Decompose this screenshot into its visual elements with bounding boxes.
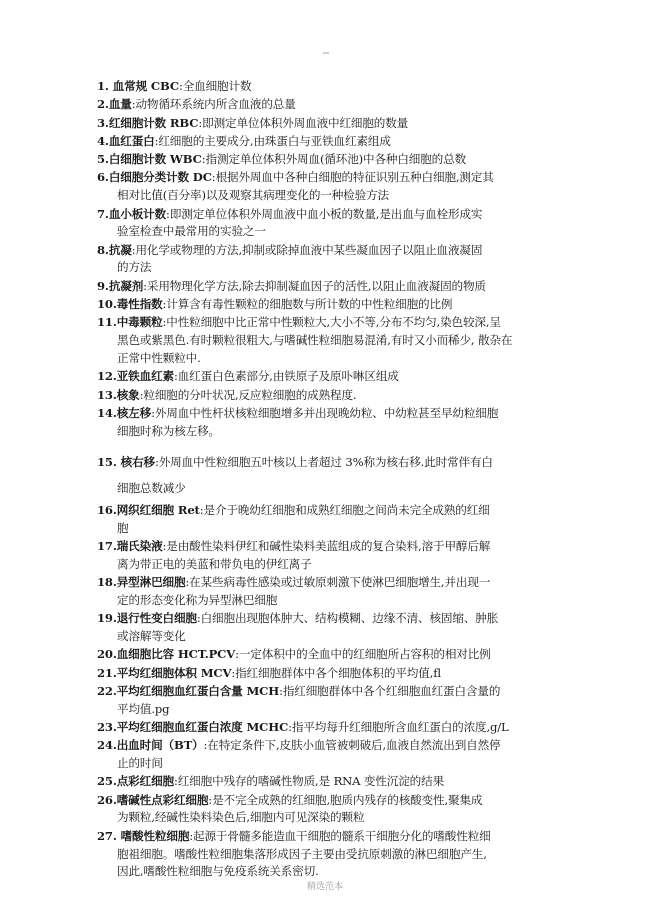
entry-term: 平均红细胞血红蛋白浓度 MCHC: [116, 720, 289, 734]
entry-term: 核象: [116, 387, 140, 402]
glossary-entry: [97, 115, 562, 133]
entry-separator: :: [173, 369, 178, 384]
entry-number: 8.: [97, 242, 109, 257]
entry-term: 血量: [108, 97, 132, 112]
glossary-entry: [97, 719, 562, 737]
glossary-entry: [97, 773, 562, 791]
entry-number: 6.: [97, 170, 109, 185]
entry-definition-line: 胞: [117, 520, 129, 535]
entry-term: 抗凝: [108, 242, 132, 257]
entry-definition-line: 指测定单位体积外周血(循环池)中各种白细胞的总数: [205, 152, 467, 167]
entry-term: 点彩红细胞: [116, 774, 174, 789]
glossary-entry: [97, 574, 562, 610]
entry-definition-line: 根据外周血中各种白细胞的特征识别五种白细胞,测定其: [215, 170, 494, 185]
page-footer: 精选范本: [306, 882, 343, 892]
entry-definition-line: 指红细胞群体中各个红细胞血红蛋白含量的: [282, 683, 501, 698]
entry-definition-line: 的方法: [117, 260, 152, 275]
entry-definition-line: 细胞总数减少: [117, 481, 186, 496]
entry-number: 7.: [97, 206, 109, 221]
glossary-entry: [97, 368, 562, 386]
entry-term: 抗凝剂: [108, 278, 144, 293]
glossary-entry: [97, 610, 562, 646]
entry-definition-line: 即测定单位体积外周血液中红细胞的数量: [202, 115, 409, 130]
entry-term: 亚铁血红素: [116, 369, 174, 384]
entry-number: 17.: [97, 539, 117, 554]
entry-term: 出血时间（BT）: [116, 738, 204, 753]
entry-separator: :: [162, 297, 167, 312]
entry-separator: :: [131, 97, 136, 112]
entry-definition-line: 粒细胞的分叶状况,反应粒细胞的成熟程度.: [143, 387, 357, 402]
entry-number: 13.: [97, 387, 117, 402]
entry-separator: :: [173, 774, 178, 789]
entry-separator: :: [151, 405, 155, 420]
entry-definition-line: 血红蛋白色素部分,由铁原子及原卟啉区组成: [177, 369, 399, 384]
glossary-entry: [97, 538, 562, 574]
entry-definition-line: 黑色或紫黑色.有时颗粒很粗大,与嗜碱性粒细胞易混淆,有时又小而稀少, 散杂在: [117, 333, 513, 348]
entry-number: 21.: [97, 665, 117, 680]
entry-number: 5.: [97, 152, 109, 167]
glossary-entry: [97, 206, 562, 242]
glossary-entry: [97, 96, 562, 114]
entry-definition-line: 红细胞中残存的嗜碱性物质,是 RNA 变性沉淀的结果: [177, 774, 445, 789]
entry-separator: :: [198, 115, 203, 130]
entry-term: 平均红细胞血红蛋白含量 MCH: [116, 683, 280, 698]
entry-number: 16.: [97, 502, 117, 517]
glossary-entry: [97, 314, 562, 367]
entry-separator: :: [154, 133, 159, 148]
entry-definition-line: 计算含有毒性颗粒的细胞数与所计数的中性粒细胞的比例: [166, 297, 453, 312]
entry-number: 23.: [97, 720, 117, 734]
entry-definition-line: 为颗粒,经碱性染料染色后,细胞内可见深染的颗粒: [117, 810, 365, 825]
glossary-entry: [97, 646, 562, 664]
entry-definition-line: 指平均每升红细胞所含血红蛋白的浓度,g/L: [291, 720, 509, 734]
entry-definition-line: 起源于骨髓多能造血干细胞的髓系干细胞分化的嗜酸性粒细: [193, 828, 491, 843]
entry-separator: :: [166, 206, 170, 221]
entry-number: 3.: [97, 115, 109, 130]
entry-term: 瑞氏染液: [116, 539, 163, 554]
entry-definition-line: 用化学或物理的方法,抑制或除掉血液中某些凝血因子以阻止血液凝固: [135, 242, 483, 257]
entry-number: 1.: [97, 79, 113, 93]
entry-separator: :: [162, 315, 167, 330]
entry-definition-line: 白细胞出现胞体肿大、结构模糊、边缘不清、核固缩、肿胀: [200, 611, 499, 626]
glossary-entry: [97, 449, 562, 501]
entry-number: 22.: [97, 683, 117, 698]
entry-term: 血小板计数: [108, 206, 167, 221]
entry-definition-line: 胞祖细胞。嗜酸性粒细胞集落形成因子主要由受抗原刺激的淋巴细胞产生,: [117, 846, 487, 861]
entry-term: 网织红细胞 Ret: [116, 502, 200, 517]
entry-number: 26.: [97, 792, 117, 807]
entry-definition-line: 是不完全成熟的红细胞,胞质内残存的核酸变性,聚集成: [212, 792, 483, 807]
entry-definition-line: 动物循环系统内所含血液的总量: [135, 97, 296, 112]
entry-definition-line: 外周血中性粒细胞五叶核以上者超过 3%称为核右移.此时常伴有白: [158, 455, 493, 470]
entry-separator: :: [162, 539, 167, 554]
entry-definition-line: 或溶解等变化: [117, 629, 186, 644]
entry-term: 白细胞计数 WBC: [108, 152, 202, 167]
entry-definition-line: 采用物理化学方法,除去抑制凝血因子的活性,以阻止血液凝固的物质: [146, 278, 486, 293]
entry-number: 20.: [97, 647, 117, 662]
glossary-entry: [97, 828, 562, 881]
entry-definition-line: 在某些病毒性感染或过敏原刺激下使淋巴细胞增生,并出现一: [189, 575, 491, 590]
entry-number: 18.: [97, 575, 117, 590]
glossary-entry: [97, 683, 562, 719]
entry-term: 嗜酸性粒细胞: [120, 828, 190, 843]
entry-number: 19.: [97, 611, 117, 626]
entry-separator: :: [288, 720, 292, 734]
entry-definition-line: 定的形态变化称为异型淋巴细胞: [117, 592, 278, 607]
entry-definition-line: 验室检查中最常用的实验之一: [117, 224, 266, 239]
entry-number: 4.: [97, 133, 109, 148]
entry-term: 毒性指数: [116, 297, 163, 312]
entry-separator: :: [279, 683, 283, 698]
glossary-entry: [97, 502, 562, 538]
entry-number: 14.: [97, 405, 117, 420]
glossary: [97, 78, 562, 882]
entry-term: 血红蛋白: [108, 133, 155, 148]
entry-term: 核左移: [116, 405, 152, 420]
glossary-entry: [97, 133, 562, 151]
entry-separator: :: [235, 647, 239, 662]
entry-separator: :: [203, 738, 208, 753]
entry-separator: :: [208, 792, 213, 807]
glossary-entry: [97, 242, 562, 278]
entry-number: 27.: [97, 828, 121, 843]
entry-term: 白细胞分类计数 DC: [108, 170, 212, 185]
glossary-entry: [97, 665, 562, 683]
entry-definition-line: 止的时间: [117, 756, 163, 771]
entry-definition-line: 平均值.pg: [117, 701, 170, 716]
entry-definition-line: 中性粒细胞中比正常中性颗粒大,大小不等,分布不均匀,染色较深,呈: [166, 315, 501, 330]
entry-definition-line: 指红细胞群体中各个细胞体积的平均值,fl: [235, 665, 441, 680]
entry-definition-line: 红细胞的主要成分,由珠蛋白与亚铁血红素组成: [158, 133, 391, 148]
entry-separator: :: [199, 502, 204, 517]
entry-term: 退行性变白细胞: [116, 611, 197, 626]
glossary-entry: [97, 278, 562, 296]
entry-definition-line: 全血细胞计数: [182, 79, 252, 93]
entry-term: 嗜碱性点彩红细胞: [116, 792, 209, 807]
entry-definition-line: 正常中性颗粒中.: [117, 350, 201, 365]
entry-separator: :: [131, 242, 136, 257]
glossary-entry: [97, 792, 562, 828]
entry-number: 12.: [97, 369, 117, 384]
entry-number: 15.: [97, 455, 121, 470]
entry-separator: :: [196, 611, 201, 626]
entry-number: 25.: [97, 774, 117, 789]
glossary-entry: [97, 737, 562, 773]
entry-separator: :: [211, 170, 216, 185]
glossary-entry: [97, 78, 562, 96]
entry-definition-line: 相对比值(百分率)以及观察其病理变化的一种检验方法: [117, 188, 389, 203]
entry-definition-line: 外周血中性杆状核粒细胞增多并出现晚幼粒、中幼粒甚至早幼粒细胞: [154, 405, 499, 420]
entry-number: 24.: [97, 738, 117, 753]
entry-term: 血细胞比容 HCT.PCV: [116, 647, 236, 662]
entry-number: 9.: [97, 278, 109, 293]
entry-separator: :: [178, 79, 183, 93]
entry-definition-line: 在特定条件下,皮肤小血管被刺破后,血液自然流出到自然停: [207, 738, 501, 753]
entry-separator: :: [143, 278, 147, 293]
entry-term: 核右移: [120, 455, 155, 470]
glossary-entry: [97, 405, 562, 441]
glossary-entry: [97, 169, 562, 205]
entry-separator: :: [189, 828, 194, 843]
entry-term: 中毒颗粒: [116, 315, 163, 330]
glossary-entry: [97, 151, 562, 169]
glossary-entry: [97, 387, 562, 405]
entry-separator: :: [231, 665, 236, 680]
entry-term: 血常规 CBC: [112, 79, 179, 93]
entry-definition-line: 因此,嗜酸性粒细胞与免疫系统关系密切.: [117, 864, 319, 879]
entry-definition-line: 即测定单位体积外周血液中血小板的数量,是出血与血栓形成实: [169, 206, 483, 221]
entry-definition-line: 是介于晚幼红细胞和成熟红细胞之间尚未完全成熟的红细: [203, 502, 490, 517]
glossary-entry: [97, 296, 562, 314]
entry-number: 2.: [97, 97, 109, 112]
entry-definition-line: 是由酸性染料伊红和碱性染料美蓝组成的复合染料,溶于甲醇后解: [166, 539, 491, 554]
entry-definition-line: 细胞时称为核左移。: [117, 423, 220, 438]
entry-separator: :: [185, 575, 190, 590]
entry-number: 11.: [97, 315, 117, 330]
header-mark: [323, 52, 329, 54]
entry-term: 红细胞计数 RBC: [108, 115, 199, 130]
entry-separator: :: [201, 152, 206, 167]
entry-term: 异型淋巴细胞: [116, 575, 186, 590]
entry-separator: :: [154, 455, 159, 470]
entry-number: 10.: [97, 297, 117, 312]
entry-definition-line: 离为带正电的美蓝和带负电的伊红离子: [117, 556, 312, 571]
entry-term: 平均红细胞体积 MCV: [116, 665, 232, 680]
entry-separator: :: [139, 387, 144, 402]
entry-definition-line: 一定体积中的全血中的红细胞所占容积的相对比例: [238, 647, 491, 662]
